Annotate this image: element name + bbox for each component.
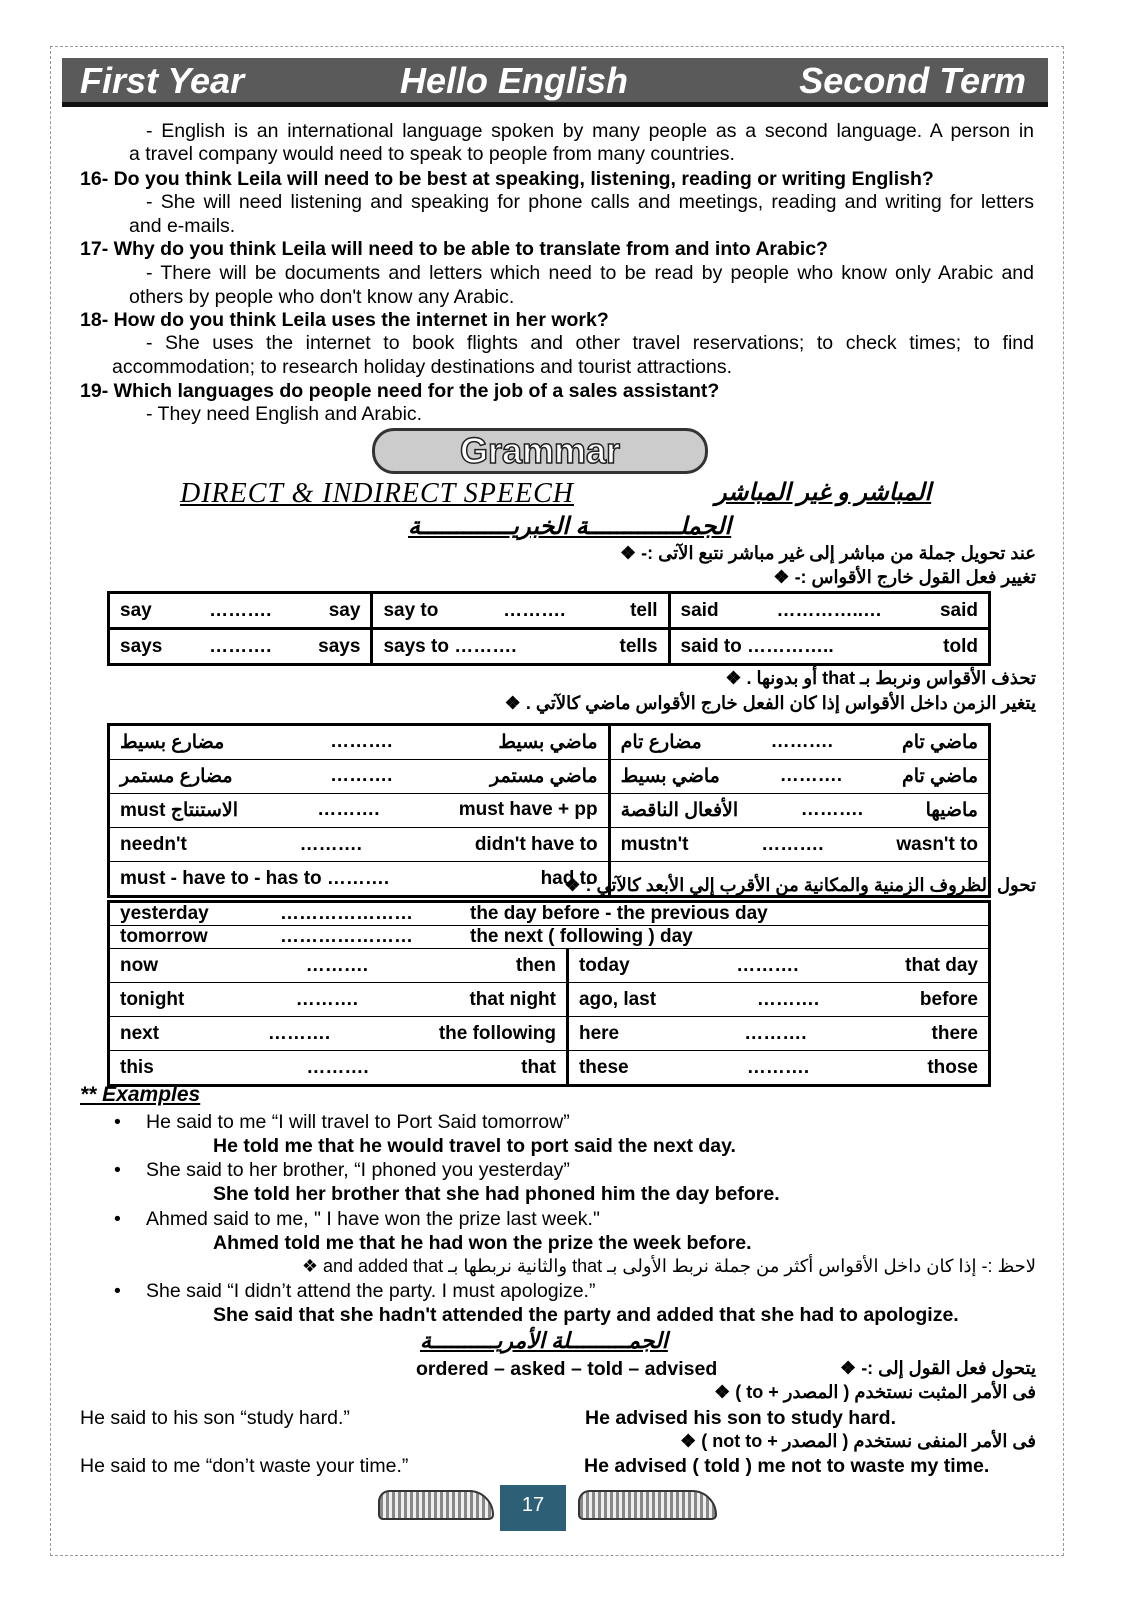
cell-text: this <box>120 1056 154 1078</box>
cell-text: ………. <box>756 988 820 1010</box>
table-cell <box>609 794 989 828</box>
cell-text: must have + pp <box>458 799 598 820</box>
cell-text: …………..… <box>776 599 883 621</box>
body-line: others by people who don't know any Arabic. <box>129 286 515 308</box>
table-cell <box>109 949 568 983</box>
cell-text: before <box>919 988 978 1010</box>
table-cell <box>109 593 372 629</box>
table-cell <box>109 794 610 828</box>
cell-text: that <box>521 1056 556 1078</box>
table-cell <box>609 760 989 794</box>
table-cell <box>109 862 610 897</box>
table-cell <box>109 760 610 794</box>
table-cell <box>109 1051 568 1086</box>
cell-text: mustn't <box>620 833 689 855</box>
table-cell <box>609 828 989 862</box>
example-3-direct: • Ahmed said to me, " I have won the prize last week." <box>146 1208 600 1231</box>
cell-text: those <box>927 1056 978 1078</box>
tense-change-table <box>107 723 991 898</box>
imperative-2-indirect: He advised ( told ) me not to waste my time. <box>584 1455 990 1477</box>
section-title: DIRECT & INDIRECT SPEECH <box>180 478 574 509</box>
table-cell <box>567 983 989 1017</box>
cell-text: ………. <box>299 833 362 855</box>
body-line: accommodation; to research holiday destinations and tourist attractions. <box>112 356 733 378</box>
note-1: عند تحويل جملة من مباشر إلى غير مباشر نتبع الآتى :- ❖ <box>620 543 1036 564</box>
example-1-indirect: He told me that he would travel to port said the next day. <box>213 1135 736 1157</box>
body-line: and e-mails. <box>129 215 236 237</box>
table-cell <box>669 593 989 629</box>
example-4-indirect: She said that she hadn't attended the party and added that she had to apologize. <box>213 1304 959 1326</box>
cell-text: tonight <box>120 988 185 1010</box>
table-cell <box>669 629 989 665</box>
cell-text: ………. <box>746 1056 810 1078</box>
table-cell <box>372 593 669 629</box>
reporting-verb-table <box>107 591 991 666</box>
cell-text: ………. <box>770 731 833 752</box>
cell-text: ………. <box>306 1056 369 1078</box>
body-line: - There will be documents and letters which need to be read by people who know only Arabic and <box>146 262 1034 284</box>
header-center: Hello English <box>400 60 629 101</box>
example-3-indirect: Ahmed told me that he had won the prize the week before. <box>213 1232 752 1254</box>
table-cell <box>567 949 989 983</box>
cell-text: the day before - the previous day <box>470 903 768 924</box>
cell-text: that day <box>905 954 978 976</box>
section-title-arabic: المباشر و غير المباشر <box>715 479 932 506</box>
cell-text: ماضي تام <box>901 732 978 753</box>
imperative-1-direct: He said to his son “study hard.” <box>80 1407 350 1429</box>
table-cell <box>109 983 568 1017</box>
body-line: a travel company would need to speak to people from many countries. <box>129 143 735 165</box>
body-line: - English is an international language spoken by many people as a second language. A person in <box>146 120 1034 142</box>
note-5: تحول الظروف الزمنية والمكانية من الأقرب إلي الأبعد كالآتي : ❖ <box>564 875 1036 896</box>
note-7: يتحول فعل القول إلى :- ❖ <box>840 1358 1036 1379</box>
cell-text: ………. <box>209 599 272 621</box>
cell-text: these <box>578 1056 629 1078</box>
note-4: يتغير الزمن داخل الأقواس إذا كان الفعل خارج الأقواس ماضي كالآتي . ❖ <box>505 693 1036 714</box>
cell-text: ماضي تام <box>901 766 978 787</box>
cell-text: ………. <box>267 1022 331 1044</box>
examples-label: ** Examples <box>80 1083 201 1106</box>
table-cell <box>109 828 610 862</box>
cell-text: ………. <box>209 635 272 657</box>
table-cell <box>372 629 669 665</box>
table-row <box>109 926 990 949</box>
cell-text: the next ( following ) day <box>470 926 693 947</box>
cell-text: needn't <box>120 833 187 855</box>
table-row <box>109 629 990 665</box>
note-6: لاحظ :- إذا كان داخل الأقواس أكثر من جملة نربط الأولى بـ that والثانية نربطها بـ and added that ❖ <box>302 1256 1036 1277</box>
cell-text: ………. <box>744 1022 807 1044</box>
cell-text: ………. <box>295 988 359 1010</box>
cell-text: ………………… <box>280 926 413 947</box>
body-line: 19- Which languages do people need for the job of a sales assistant? <box>80 380 720 402</box>
cell-text: ………………… <box>280 903 413 924</box>
cell-text: says <box>318 635 361 657</box>
page-number: 17 <box>500 1485 566 1531</box>
cell-text: ………. <box>779 765 843 786</box>
subheading-declarative: الجملـــــــــــــة الخبريـــــــــــــة <box>408 513 732 540</box>
body-line: 18- How do you think Leila uses the internet in her work? <box>80 309 609 331</box>
table-cell <box>567 1017 989 1051</box>
cell-text: yesterday <box>120 903 209 924</box>
cell-text: ماضي مستمر <box>490 766 598 787</box>
cell-text: must الاستنتاج <box>120 800 238 821</box>
table-row <box>109 1017 990 1051</box>
cell-text: now <box>120 954 158 976</box>
example-4-direct: • She said “I didn’t attend the party. I must apologize.” <box>146 1280 595 1303</box>
body-line: - They need English and Arabic. <box>146 403 423 425</box>
cell-text: say to <box>383 599 439 621</box>
header-bar <box>62 58 1048 107</box>
imperative-1-indirect: He advised his son to study hard. <box>585 1407 896 1429</box>
note-3: تحذف الأقواس ونربط بـ that أو بدونها . ❖ <box>725 668 1036 689</box>
adverb-change-table <box>107 900 991 1087</box>
cell-text: ………. <box>800 799 864 820</box>
header-right: Second Term <box>799 60 1026 101</box>
cell-text: didn't have to <box>474 833 598 855</box>
car-left-icon <box>378 1490 494 1520</box>
cell-text: ………. <box>761 833 824 855</box>
cell-text: tell <box>630 599 658 621</box>
table-row <box>109 725 990 760</box>
body-line: 16- Do you think Leila will need to be best at speaking, listening, reading or writing English? <box>80 168 934 190</box>
table-row <box>109 760 990 794</box>
cell-text: ………. <box>317 799 380 820</box>
table-cell <box>109 629 372 665</box>
cell-text: says to ………. <box>383 635 517 657</box>
table-row <box>109 949 990 983</box>
cell-text: مضارع مستمر <box>120 766 233 787</box>
body-line: 17- Why do you think Leila will need to be able to translate from and into Arabic? <box>80 238 828 260</box>
table-cell <box>567 1051 989 1086</box>
body-line: - She uses the internet to book flights and other travel reservations; to check times; to find <box>146 332 1034 354</box>
cell-text: ………. <box>736 954 799 976</box>
grammar-badge: Grammar <box>372 428 708 474</box>
cell-text: that night <box>469 988 556 1010</box>
table-row <box>109 828 990 862</box>
table-row <box>109 794 990 828</box>
table-cell <box>109 1017 568 1051</box>
example-2-indirect: She told her brother that she had phoned him the day before. <box>213 1183 780 1205</box>
cell-text: مضارع تام <box>620 732 702 753</box>
cell-text: says <box>120 635 163 657</box>
table-row <box>109 593 990 629</box>
example-1-direct: • He said to me “I will travel to Port Said tomorrow” <box>146 1111 570 1134</box>
cell-text: next <box>120 1022 160 1044</box>
cell-text: ماضي بسيط <box>498 732 598 753</box>
car-right-icon <box>578 1490 717 1520</box>
example-2-direct: • She said to her brother, “I phoned you yesterday” <box>146 1159 570 1182</box>
subheading-imperative: الجمـــــــــلة الأمريــــــــــة <box>420 1328 668 1353</box>
reporting-verbs-list: ordered – asked – told – advised <box>416 1358 718 1380</box>
header-left: First Year <box>80 60 245 101</box>
cell-text: ………. <box>503 599 566 621</box>
cell-text: ماضيها <box>925 800 978 821</box>
cell-text: then <box>515 954 556 976</box>
cell-text: ………. <box>330 731 393 752</box>
cell-text: must - have to - has to ………. <box>120 867 390 889</box>
cell-text: say <box>120 599 152 621</box>
table-cell <box>109 902 990 926</box>
table-row <box>109 983 990 1017</box>
table-cell <box>109 725 610 760</box>
cell-text: say <box>328 599 361 621</box>
body-line: - She will need listening and speaking for phone calls and meetings, reading and writing for letters <box>146 191 1034 213</box>
table-cell <box>609 725 989 760</box>
table-cell <box>109 926 990 949</box>
cell-text: مضارع بسيط <box>120 732 225 753</box>
cell-text: tomorrow <box>120 926 208 947</box>
table-row <box>109 902 990 926</box>
cell-text: said <box>680 599 719 621</box>
cell-text: here <box>578 1022 620 1044</box>
cell-text: wasn't to <box>896 833 978 855</box>
cell-text: said <box>939 599 978 621</box>
cell-text: ………. <box>330 765 393 786</box>
cell-text: ago, last <box>578 988 657 1010</box>
cell-text: الأفعال الناقصة <box>620 800 739 821</box>
cell-text: ماضي بسيط <box>620 766 720 787</box>
note-2: تغيير فعل القول خارج الأقواس :- ❖ <box>773 567 1036 588</box>
cell-text: told <box>943 635 978 657</box>
note-8: فى الأمر المثبت نستخدم ( المصدر + to ) ❖ <box>714 1382 1036 1403</box>
cell-text: the following <box>438 1022 556 1044</box>
cell-text: there <box>931 1022 978 1044</box>
imperative-2-direct: He said to me “don’t waste your time.” <box>80 1455 409 1477</box>
cell-text: had to <box>540 867 598 889</box>
note-9: فى الأمر المنفى نستخدم ( المصدر + not to ) ❖ <box>680 1431 1036 1452</box>
table-row <box>109 1051 990 1086</box>
cell-text: tells <box>619 635 658 657</box>
cell-text: ………. <box>305 954 369 976</box>
cell-text: today <box>578 954 630 976</box>
cell-text: said to ………….. <box>680 635 834 657</box>
